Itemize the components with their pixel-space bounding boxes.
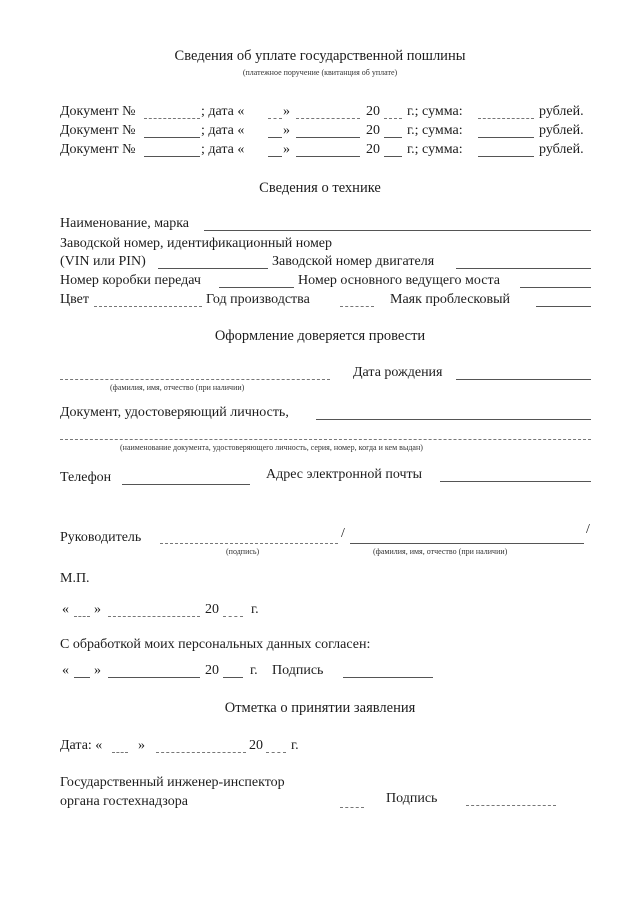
equipment-engine-label: Заводской номер двигателя bbox=[272, 254, 435, 269]
equipment-name-label: Наименование, марка bbox=[60, 216, 190, 231]
acceptance-signature-label: Подпись bbox=[386, 791, 438, 806]
payment-date-label-3: ; дата « bbox=[201, 142, 245, 157]
acceptance-inspector-line-1: Государственный инженер-инспектор bbox=[60, 775, 285, 790]
equipment-year-label: Год производства bbox=[206, 292, 310, 307]
payment-quote-close-1: » bbox=[283, 104, 290, 119]
payment-doc-label-3: Документ № bbox=[60, 142, 136, 157]
trustee-birth-field[interactable] bbox=[456, 379, 591, 380]
payment-year-prefix-1: 20 bbox=[366, 104, 380, 119]
equipment-beacon-label: Маяк проблесковый bbox=[390, 292, 511, 307]
payment-doc-label-1: Документ № bbox=[60, 104, 136, 119]
payment-month-field-2[interactable] bbox=[296, 137, 360, 138]
trustee-email-label: Адрес электронной почты bbox=[266, 467, 423, 482]
trustee-fio-caption: (фамилия, имя, отчество (при наличии) bbox=[110, 383, 245, 392]
trustee-fio-field[interactable] bbox=[60, 379, 330, 380]
head-month-field[interactable] bbox=[108, 616, 200, 617]
equipment-name-field[interactable] bbox=[204, 230, 591, 231]
payment-sum-field-3[interactable] bbox=[478, 156, 534, 157]
head-slash-close: / bbox=[586, 522, 590, 537]
head-signature-field[interactable] bbox=[160, 543, 338, 544]
equipment-beacon-field[interactable] bbox=[536, 306, 591, 307]
payment-sum-label-3: г.; сумма: bbox=[407, 142, 463, 157]
trustee-id-doc-field[interactable] bbox=[316, 419, 591, 420]
head-day-field[interactable] bbox=[74, 616, 90, 617]
head-year-field[interactable] bbox=[223, 616, 243, 617]
payment-day-field-1[interactable] bbox=[268, 118, 282, 119]
trustee-id-doc-caption: (наименование документа, удостоверяющего личность, серия, номер, когда и кем выдан) bbox=[120, 443, 423, 452]
consent-day-field[interactable] bbox=[74, 677, 90, 678]
payment-quote-close-3: » bbox=[283, 142, 290, 157]
equipment-vin-label: (VIN или PIN) bbox=[60, 254, 146, 269]
payment-sum-field-1[interactable] bbox=[478, 118, 534, 119]
head-label: Руководитель bbox=[60, 530, 142, 545]
payment-title: Сведения об уплате государственной пошлины bbox=[174, 48, 466, 64]
payment-year-field-2[interactable] bbox=[384, 137, 402, 138]
payment-year-field-3[interactable] bbox=[384, 156, 402, 157]
equipment-serial-label: Заводской номер, идентификационный номер bbox=[60, 236, 333, 251]
payment-month-field-3[interactable] bbox=[296, 156, 360, 157]
consent-year-field[interactable] bbox=[223, 677, 243, 678]
payment-doc-number-field-3[interactable] bbox=[144, 156, 200, 157]
equipment-color-label: Цвет bbox=[60, 292, 89, 307]
payment-date-label-2: ; дата « bbox=[201, 123, 245, 138]
trustee-title: Оформление доверяется провести bbox=[214, 328, 426, 344]
consent-text: С обработкой моих персональных данных согласен: bbox=[60, 637, 371, 652]
trustee-id-doc-field-2[interactable] bbox=[60, 439, 591, 440]
head-date-open: « bbox=[62, 602, 69, 617]
trustee-birth-label: Дата рождения bbox=[353, 365, 443, 380]
payment-year-prefix-2: 20 bbox=[366, 123, 380, 138]
acceptance-year-suffix: г. bbox=[291, 738, 299, 753]
head-year-suffix: г. bbox=[251, 602, 259, 617]
head-year-prefix: 20 bbox=[205, 602, 219, 617]
consent-signature-field[interactable] bbox=[343, 677, 433, 678]
acceptance-month-field[interactable] bbox=[156, 752, 246, 753]
payment-sum-field-2[interactable] bbox=[478, 137, 534, 138]
payment-quote-close-2: » bbox=[283, 123, 290, 138]
payment-doc-number-field-1[interactable] bbox=[144, 118, 200, 119]
equipment-engine-field[interactable] bbox=[456, 268, 591, 269]
payment-day-field-3[interactable] bbox=[268, 156, 282, 157]
payment-currency-3: рублей. bbox=[539, 142, 584, 157]
trustee-phone-field[interactable] bbox=[122, 484, 250, 485]
acceptance-inspector-line-2: органа гостехнадзора bbox=[60, 794, 188, 809]
head-fio-caption: (фамилия, имя, отчество (при наличии) bbox=[373, 547, 508, 556]
equipment-color-field[interactable] bbox=[94, 306, 202, 307]
equipment-axle-field[interactable] bbox=[520, 287, 591, 288]
equipment-vin-field[interactable] bbox=[158, 268, 268, 269]
head-stamp-label: М.П. bbox=[60, 571, 90, 586]
acceptance-date-label: Дата: « bbox=[60, 738, 103, 753]
equipment-title: Сведения о технике bbox=[259, 180, 381, 196]
payment-doc-number-field-2[interactable] bbox=[144, 137, 200, 138]
trustee-email-field[interactable] bbox=[440, 481, 591, 482]
trustee-id-doc-label: Документ, удостоверяющий личность, bbox=[60, 405, 289, 420]
payment-doc-label-2: Документ № bbox=[60, 123, 136, 138]
payment-year-prefix-3: 20 bbox=[366, 142, 380, 157]
payment-date-label-1: ; дата « bbox=[201, 104, 245, 119]
acceptance-year: 20 bbox=[249, 738, 263, 753]
consent-signature-label: Подпись bbox=[272, 663, 324, 678]
head-slash-open: / bbox=[341, 526, 345, 541]
payment-month-field-1[interactable] bbox=[296, 118, 360, 119]
consent-date-close: » bbox=[94, 663, 101, 678]
acceptance-year-field[interactable] bbox=[266, 752, 286, 753]
consent-year: 20 bbox=[205, 663, 219, 678]
consent-year-suffix: г. bbox=[250, 663, 258, 678]
consent-month-field[interactable] bbox=[108, 677, 200, 678]
trustee-phone-label: Телефон bbox=[60, 470, 112, 485]
payment-currency-1: рублей. bbox=[539, 104, 584, 119]
equipment-axle-label: Номер основного ведущего моста bbox=[298, 273, 500, 288]
head-fio-field[interactable] bbox=[350, 543, 584, 544]
equipment-gearbox-label: Номер коробки передач bbox=[60, 273, 201, 288]
payment-subtitle: (платежное поручение (квитанция об уплате) bbox=[242, 68, 398, 77]
acceptance-date-close: » bbox=[138, 738, 145, 753]
head-sign-caption: (подпись) bbox=[226, 547, 260, 556]
payment-sum-label-2: г.; сумма: bbox=[407, 123, 463, 138]
acceptance-signature-field[interactable] bbox=[466, 805, 556, 806]
payment-year-field-1[interactable] bbox=[384, 118, 402, 119]
equipment-year-field[interactable] bbox=[340, 306, 374, 307]
payment-day-field-2[interactable] bbox=[268, 137, 282, 138]
acceptance-inspector-fio-field[interactable] bbox=[340, 807, 364, 808]
head-date-close: » bbox=[94, 602, 101, 617]
equipment-gearbox-field[interactable] bbox=[219, 287, 294, 288]
acceptance-day-field[interactable] bbox=[112, 752, 128, 753]
payment-sum-label-1: г.; сумма: bbox=[407, 104, 463, 119]
consent-date-open: « bbox=[62, 663, 69, 678]
payment-currency-2: рублей. bbox=[539, 123, 584, 138]
acceptance-title: Отметка о принятии заявления bbox=[224, 700, 416, 716]
